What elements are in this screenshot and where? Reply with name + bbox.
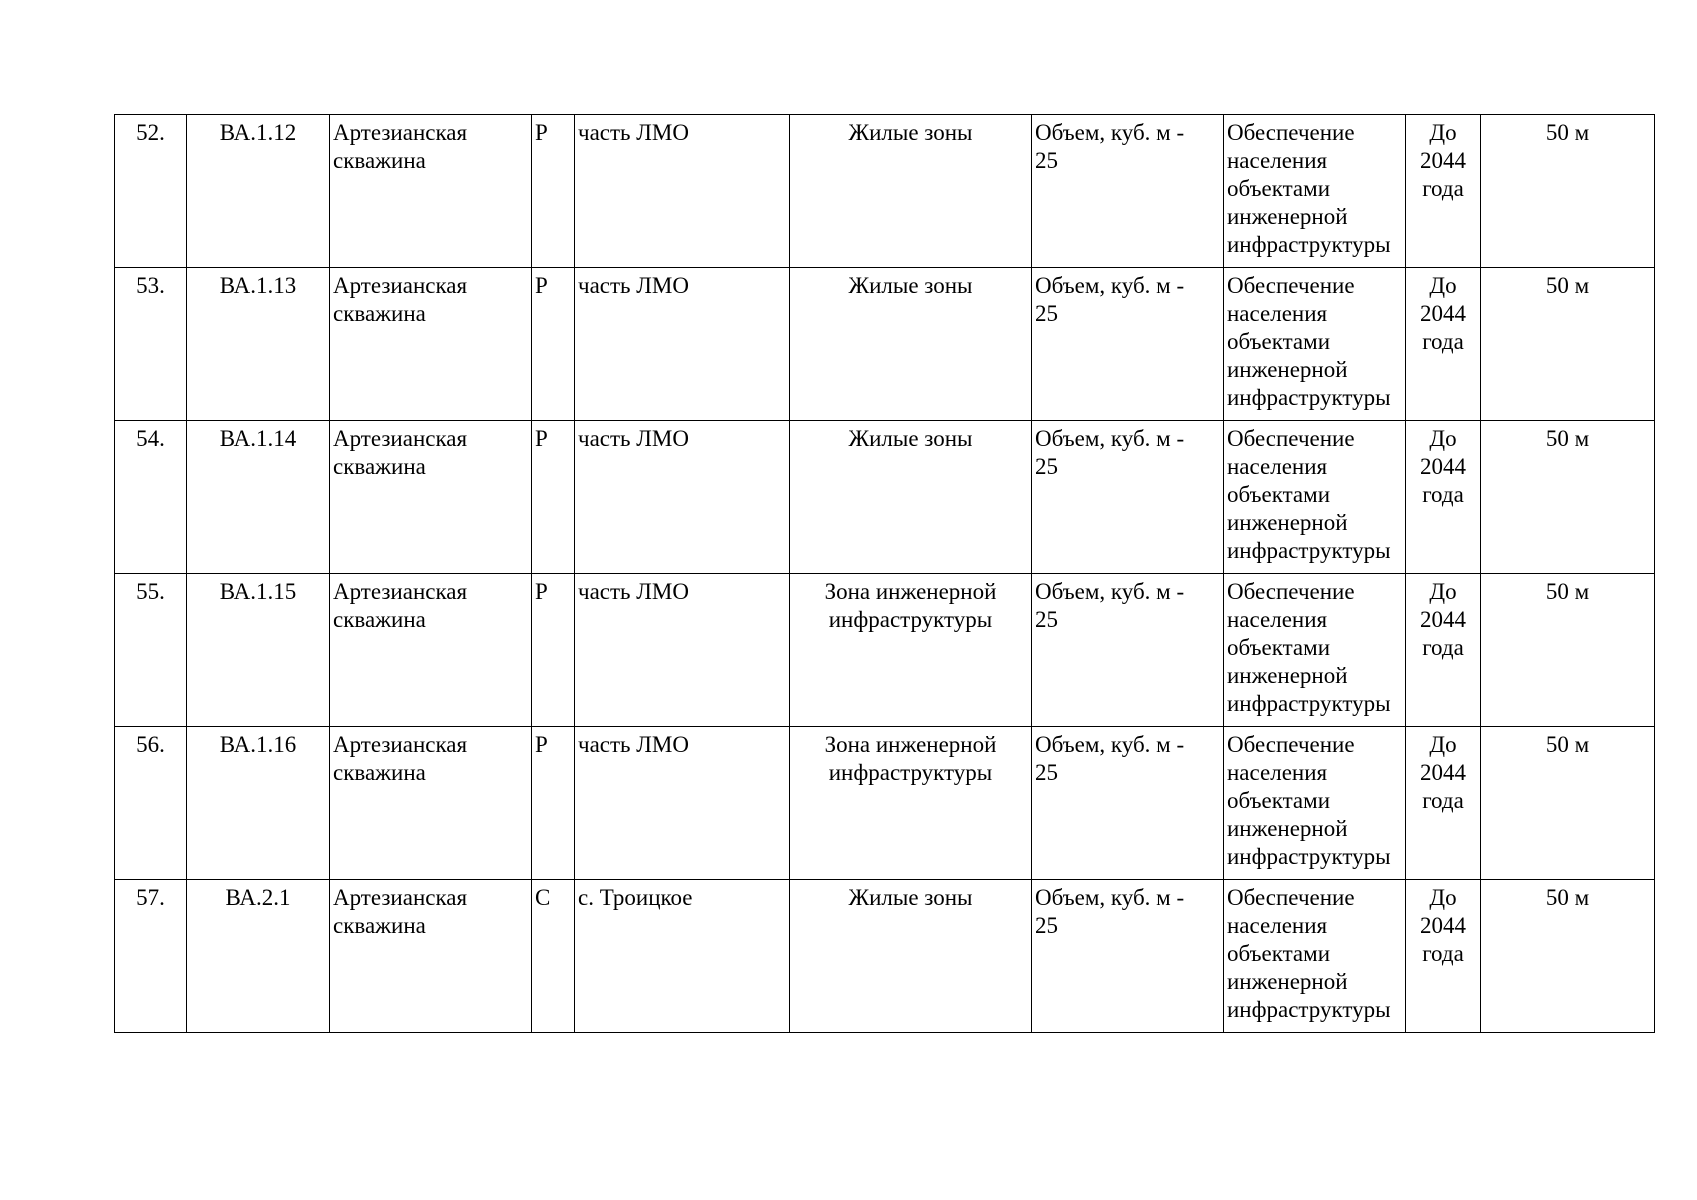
implementation-term: До 2044 года bbox=[1406, 880, 1481, 1033]
object-name: Артезианская скважина bbox=[330, 574, 532, 727]
object-location: часть ЛМО bbox=[575, 574, 790, 727]
functional-zone: Жилые зоны bbox=[790, 421, 1032, 574]
object-location: часть ЛМО bbox=[575, 727, 790, 880]
implementation-term: До 2044 года bbox=[1406, 268, 1481, 421]
object-parameters: Объем, куб. м - 25 bbox=[1032, 268, 1224, 421]
object-purpose: Обеспечение населения объектами инженерной инфраструктуры bbox=[1224, 421, 1406, 574]
implementation-term: До 2044 года bbox=[1406, 115, 1481, 268]
object-status: С bbox=[532, 880, 575, 1033]
table-body bbox=[115, 115, 1655, 1033]
object-purpose: Обеспечение населения объектами инженерной инфраструктуры bbox=[1224, 574, 1406, 727]
object-parameters: Объем, куб. м - 25 bbox=[1032, 115, 1224, 268]
protection-zone: 50 м bbox=[1481, 115, 1655, 268]
protection-zone: 50 м bbox=[1481, 727, 1655, 880]
row-number: 54. bbox=[115, 421, 187, 574]
object-status: Р bbox=[532, 268, 575, 421]
object-purpose: Обеспечение населения объектами инженерной инфраструктуры bbox=[1224, 268, 1406, 421]
object-location: часть ЛМО bbox=[575, 268, 790, 421]
object-status: Р bbox=[532, 574, 575, 727]
object-location: с. Троицкое bbox=[575, 880, 790, 1033]
protection-zone: 50 м bbox=[1481, 421, 1655, 574]
protection-zone: 50 м bbox=[1481, 574, 1655, 727]
object-name: Артезианская скважина bbox=[330, 880, 532, 1033]
table-row bbox=[115, 880, 1655, 1033]
table-row bbox=[115, 574, 1655, 727]
implementation-term: До 2044 года bbox=[1406, 727, 1481, 880]
protection-zone: 50 м bbox=[1481, 880, 1655, 1033]
functional-zone: Зона инженерной инфраструктуры bbox=[790, 574, 1032, 727]
object-code: ВА.1.14 bbox=[187, 421, 330, 574]
protection-zone: 50 м bbox=[1481, 268, 1655, 421]
objects-table bbox=[114, 114, 1655, 1033]
row-number: 55. bbox=[115, 574, 187, 727]
object-status: Р bbox=[532, 421, 575, 574]
functional-zone: Жилые зоны bbox=[790, 268, 1032, 421]
object-code: ВА.1.13 bbox=[187, 268, 330, 421]
object-code: ВА.1.12 bbox=[187, 115, 330, 268]
object-parameters: Объем, куб. м - 25 bbox=[1032, 880, 1224, 1033]
table-row bbox=[115, 727, 1655, 880]
object-location: часть ЛМО bbox=[575, 421, 790, 574]
object-name: Артезианская скважина bbox=[330, 268, 532, 421]
object-status: Р bbox=[532, 727, 575, 880]
object-code: ВА.1.15 bbox=[187, 574, 330, 727]
object-code: ВА.2.1 bbox=[187, 880, 330, 1033]
object-purpose: Обеспечение населения объектами инженерной инфраструктуры bbox=[1224, 880, 1406, 1033]
functional-zone: Жилые зоны bbox=[790, 115, 1032, 268]
implementation-term: До 2044 года bbox=[1406, 421, 1481, 574]
object-status: Р bbox=[532, 115, 575, 268]
object-parameters: Объем, куб. м - 25 bbox=[1032, 574, 1224, 727]
row-number: 57. bbox=[115, 880, 187, 1033]
row-number: 52. bbox=[115, 115, 187, 268]
object-parameters: Объем, куб. м - 25 bbox=[1032, 421, 1224, 574]
object-purpose: Обеспечение населения объектами инженерной инфраструктуры bbox=[1224, 727, 1406, 880]
object-purpose: Обеспечение населения объектами инженерной инфраструктуры bbox=[1224, 115, 1406, 268]
table-row bbox=[115, 421, 1655, 574]
object-parameters: Объем, куб. м - 25 bbox=[1032, 727, 1224, 880]
implementation-term: До 2044 года bbox=[1406, 574, 1481, 727]
row-number: 53. bbox=[115, 268, 187, 421]
functional-zone: Жилые зоны bbox=[790, 880, 1032, 1033]
object-name: Артезианская скважина bbox=[330, 727, 532, 880]
object-name: Артезианская скважина bbox=[330, 115, 532, 268]
table-row bbox=[115, 268, 1655, 421]
table-row bbox=[115, 115, 1655, 268]
functional-zone: Зона инженерной инфраструктуры bbox=[790, 727, 1032, 880]
object-name: Артезианская скважина bbox=[330, 421, 532, 574]
row-number: 56. bbox=[115, 727, 187, 880]
object-code: ВА.1.16 bbox=[187, 727, 330, 880]
object-location: часть ЛМО bbox=[575, 115, 790, 268]
